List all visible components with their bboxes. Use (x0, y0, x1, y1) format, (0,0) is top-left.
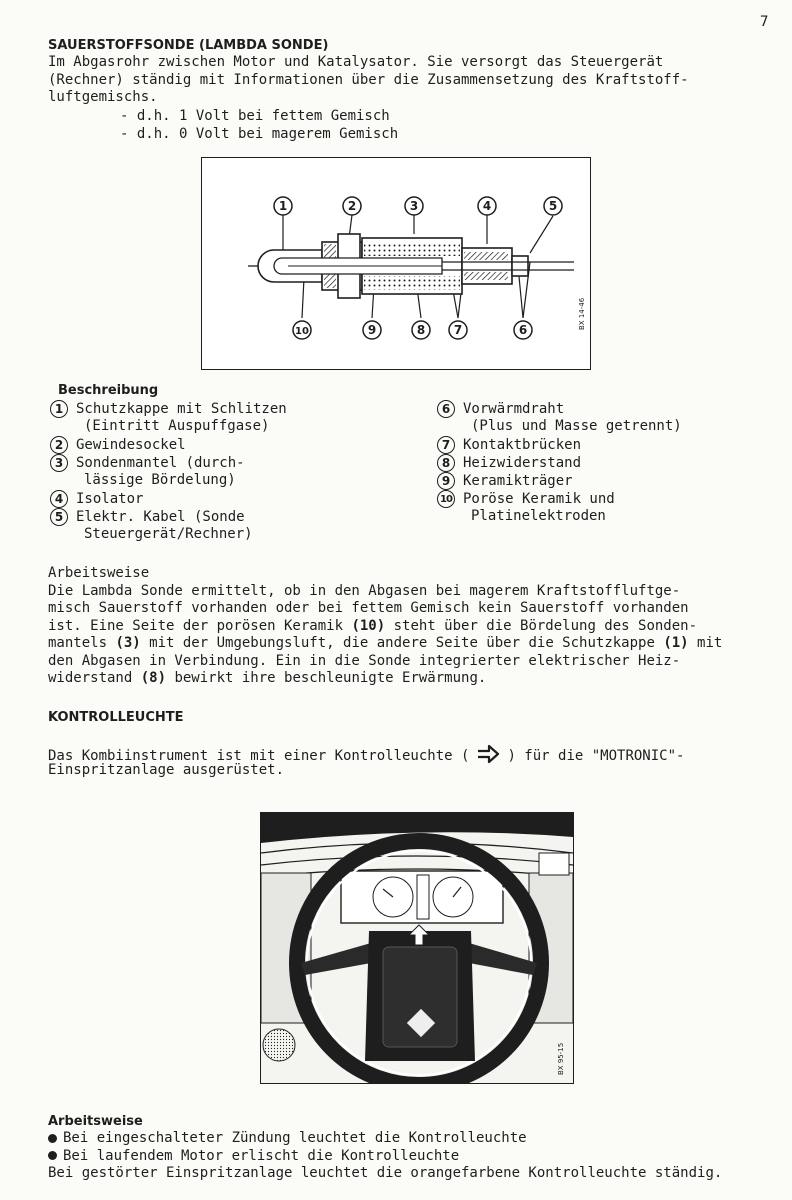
callout-label: 2 (347, 199, 357, 213)
paragraph-line: widerstand (8) bewirkt ihre beschleunigte Erwärmung. (48, 670, 487, 686)
legend-number: 10 (437, 490, 455, 508)
callout-label: 10 (295, 326, 309, 337)
paragraph-line: Die Lambda Sonde ermittelt, ob in den Abgasen bei magerem Kraftstoffluftge- (48, 582, 681, 599)
intro-line: luftgemischs. (48, 89, 158, 105)
paragraph-line: misch Sauerstoff vorhanden oder bei fettem Gemisch kein Sauerstoff vorhanden (48, 600, 689, 616)
legend-item-8: 8 Heizwiderstand (437, 454, 581, 473)
callout-label: 9 (367, 323, 377, 337)
intro-line: (Rechner) ständig mit Informationen über die Zusammensetzung des Kraftstoff- (48, 71, 689, 88)
legend-line: (Plus und Masse getrennt) (471, 417, 682, 434)
legend-line: (Eintritt Auspuffgase) (84, 417, 270, 434)
legend-number: 4 (50, 490, 68, 508)
legend-number: 6 (437, 400, 455, 418)
bullet-item: Bei eingeschalteter Zündung leuchtet die Kontrolleuchte (48, 1130, 527, 1148)
callout-label: 1 (278, 199, 288, 213)
legend-line: lässige Bördelung) (84, 471, 236, 488)
intro-line: Im Abgasrohr zwischen Motor und Katalysator. Sie versorgt das Steuergerät (48, 54, 664, 70)
dashboard-drawing (261, 813, 573, 1083)
dashboard-illustration (260, 812, 574, 1084)
legend-line: Steuergerät/Rechner) (84, 525, 253, 542)
figure-code: BX 14-46 (578, 297, 586, 330)
callout-label: 3 (409, 199, 419, 213)
volt-line: - d.h. 1 Volt bei fettem Gemisch (120, 108, 390, 124)
callout-label: 6 (518, 323, 528, 337)
page-number: 7 (760, 14, 769, 30)
legend-number: 1 (50, 400, 68, 418)
sensor-diagram (201, 157, 591, 370)
callout-label: 5 (548, 199, 558, 213)
callout-label: 4 (482, 199, 492, 213)
callout-label: 7 (453, 323, 463, 337)
legend-number: 2 (50, 436, 68, 454)
legend-item-9: 9 Keramikträger (437, 472, 573, 491)
figure-code: BX 95-15 (557, 1042, 565, 1075)
legend-item-1: 1 Schutzkappe mit Schlitzen (50, 400, 287, 419)
section-title-lambda: SAUERSTOFFSONDE (LAMBDA SONDE) (48, 38, 329, 53)
legend-item-2: 2 Gewindesockel (50, 436, 186, 455)
arbeitsweise-title: Arbeitsweise (48, 565, 150, 581)
legend-item-5: 5 Elektr. Kabel (Sonde (50, 508, 245, 527)
arbeitsweise2-title: Arbeitsweise (48, 1114, 143, 1129)
paragraph-line: mantels (3) mit der Umgebungsluft, die andere Seite über die Schutzkappe (1) mit (48, 635, 723, 651)
sensor-diagram-drawing (202, 158, 590, 369)
legend-line: Platinelektroden (471, 507, 606, 524)
legend-number: 3 (50, 454, 68, 472)
legend-number: 8 (437, 454, 455, 472)
legend-number: 7 (437, 436, 455, 454)
paragraph-line: ist. Eine Seite der porösen Keramik (10) steht über die Bördelung des Sonden- (48, 617, 698, 634)
legend-item-7: 7 Kontaktbrücken (437, 436, 581, 455)
legend-number: 9 (437, 472, 455, 490)
bullet-icon (48, 1151, 57, 1160)
volt-line: - d.h. 0 Volt bei magerem Gemisch (120, 125, 399, 142)
kontrolleuchte-line: Einspritzanlage ausgerüstet. (48, 762, 285, 778)
bullet-icon (48, 1134, 57, 1143)
beschreibung-title: Beschreibung (58, 383, 159, 398)
kontrolleuchte-line: Das Kombiinstrument ist mit einer Kontrolleuchte ( ) für die "MOTRONIC"- (48, 744, 684, 770)
legend-item-4: 4 Isolator (50, 490, 143, 509)
section-title-kontrolleuchte: KONTROLLEUCHTE (48, 710, 184, 725)
legend-item-3: 3 Sondenmantel (durch- (50, 454, 245, 473)
bullet-item: Bei laufendem Motor erlischt die Kontrolleuchte (48, 1148, 459, 1166)
final-line: Bei gestörter Einspritzanlage leuchtet die orangefarbene Kontrolleuchte ständig. (48, 1165, 723, 1181)
legend-item-10: 10 Poröse Keramik und (437, 490, 615, 509)
motronic-warning-icon (469, 744, 507, 770)
paragraph-line: den Abgasen in Verbindung. Ein in die Sonde integrierter elektrischer Heiz- (48, 652, 681, 669)
legend-number: 5 (50, 508, 68, 526)
legend-item-6: 6 Vorwärmdraht (437, 400, 564, 419)
callout-label: 8 (416, 323, 426, 337)
